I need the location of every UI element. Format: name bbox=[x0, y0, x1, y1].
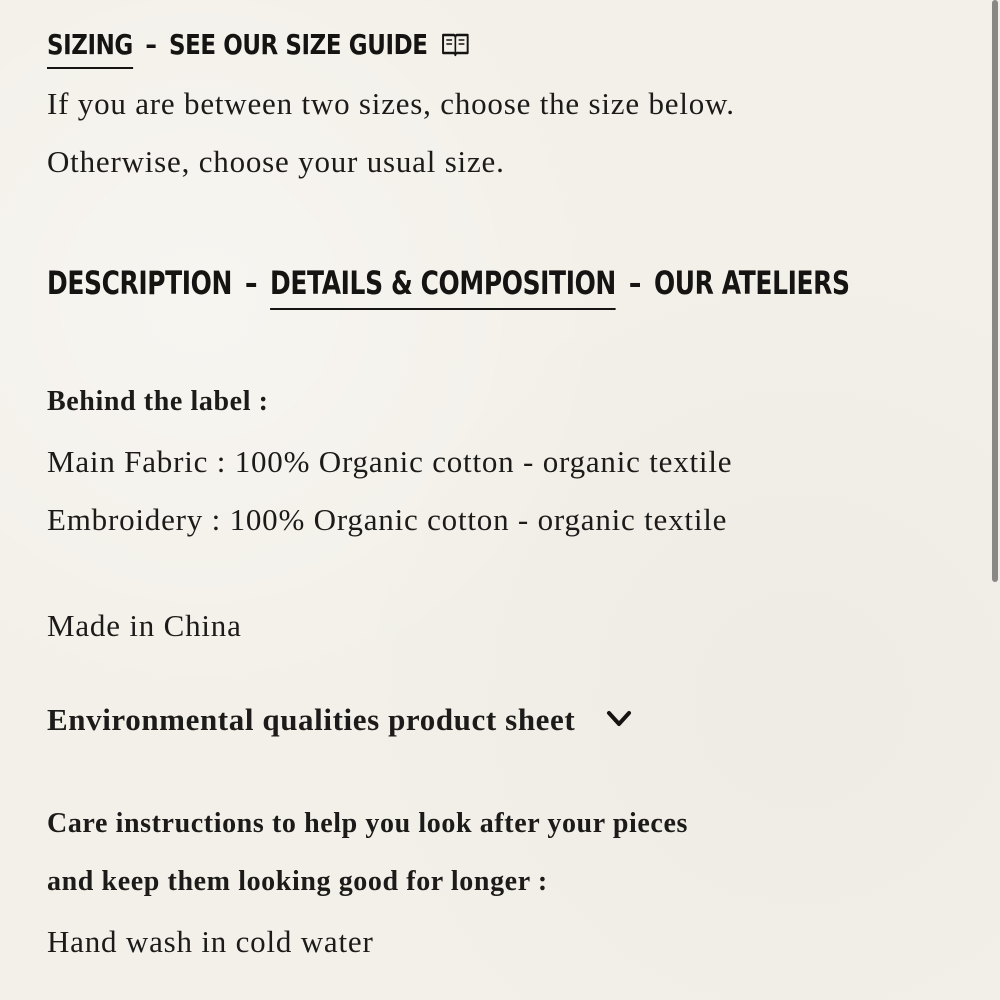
chevron-down-icon bbox=[606, 710, 632, 728]
size-guide-link[interactable] bbox=[169, 28, 470, 61]
tab-our-ateliers[interactable]: OUR ATELIERS bbox=[653, 264, 850, 302]
environmental-sheet-toggle[interactable] bbox=[47, 702, 632, 738]
sizing-heading-row bbox=[47, 28, 470, 69]
environmental-sheet-label: Environmental qualities product sheet bbox=[47, 702, 576, 737]
tab-description[interactable]: DESCRIPTION bbox=[47, 264, 232, 302]
sizing-advice-line-1: If you are between two sizes, choose the size below. bbox=[47, 86, 735, 121]
care-instructions-title-line-1: Care instructions to help you look after your pieces bbox=[47, 808, 688, 839]
tab-separator: – bbox=[244, 264, 258, 302]
book-icon bbox=[442, 31, 470, 57]
product-info-tabs bbox=[47, 264, 850, 310]
heading-separator: – bbox=[145, 28, 157, 61]
scrollbar-thumb[interactable] bbox=[992, 0, 998, 582]
care-instructions-title-line-2: and keep them looking good for longer : bbox=[47, 866, 548, 897]
main-fabric-composition: Main Fabric : 100% Organic cotton - organic textile bbox=[47, 444, 733, 479]
tab-details-composition[interactable]: DETAILS & COMPOSITION bbox=[270, 264, 616, 310]
tab-separator: – bbox=[628, 264, 641, 302]
sizing-tab[interactable]: SIZING bbox=[47, 28, 133, 69]
made-in-origin: Made in China bbox=[47, 608, 242, 643]
embroidery-composition: Embroidery : 100% Organic cotton - organic textile bbox=[47, 502, 728, 537]
size-guide-label: SEE OUR SIZE GUIDE bbox=[168, 28, 428, 61]
behind-the-label-title: Behind the label : bbox=[47, 386, 269, 417]
scrollbar-track[interactable] bbox=[988, 0, 1000, 1000]
care-instruction-wash: Hand wash in cold water bbox=[47, 924, 374, 959]
sizing-advice-line-2: Otherwise, choose your usual size. bbox=[47, 144, 505, 179]
